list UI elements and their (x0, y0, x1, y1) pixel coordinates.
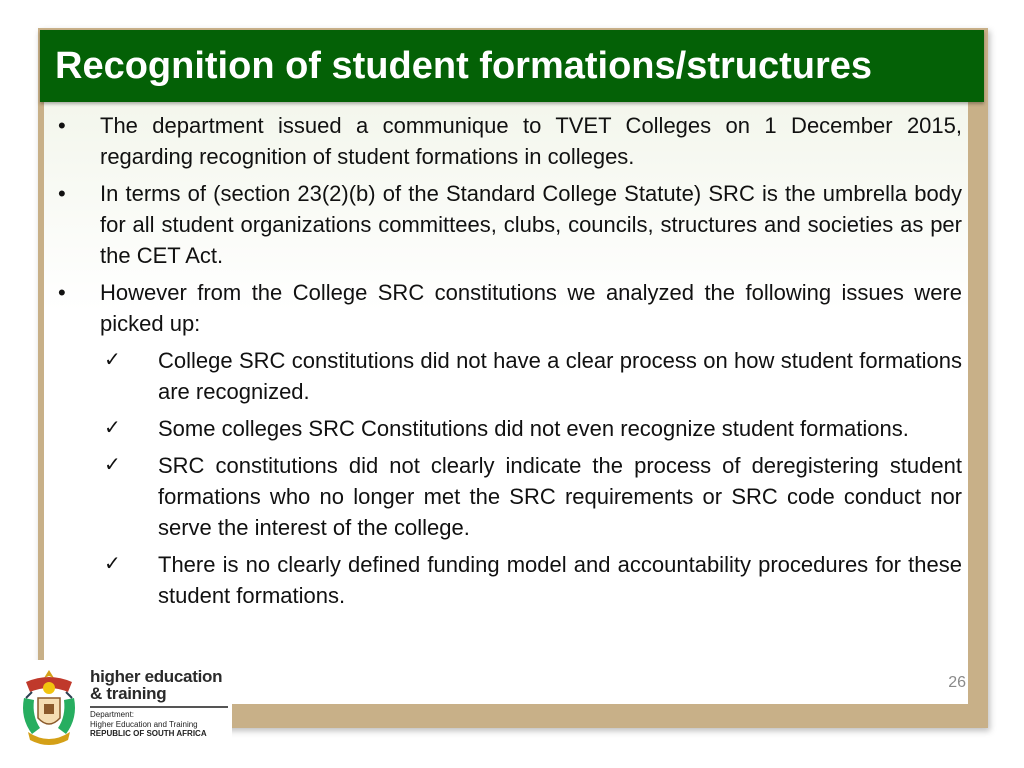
check-item (52, 549, 962, 611)
bullet-icon: • (58, 181, 66, 206)
bullet-text: The department issued a communique to TVET Colleges on 1 December 2015, regarding recognition of student formations in colleges. (100, 113, 962, 169)
checkmark-icon: ✓ (104, 349, 121, 371)
logo-text-line1: higher education (90, 667, 223, 686)
checkmark-icon: ✓ (104, 417, 121, 439)
department-label: Department: (90, 710, 135, 719)
check-text: College SRC constitutions did not have a clear process on how student formations are recognized. (158, 348, 962, 404)
bullet-text: In terms of (section 23(2)(b) of the Standard College Statute) SRC is the umbrella body for all student organizations committees, clubs, councils, structures and societies as per the CET Act. (100, 181, 962, 268)
checkmark-icon: ✓ (104, 553, 121, 575)
check-item (52, 450, 962, 543)
title-bar (40, 30, 984, 102)
check-text: Some colleges SRC Constitutions did not even recognize student formations. (158, 416, 909, 441)
bullet-item (52, 178, 962, 271)
country-name: REPUBLIC OF SOUTH AFRICA (90, 729, 207, 738)
check-text: There is no clearly defined funding model and accountability procedures for these student formations. (158, 552, 962, 608)
department-logo (90, 668, 230, 739)
logo-text-line2: & training (90, 684, 167, 703)
check-text: SRC constitutions did not clearly indicate the process of deregistering student formations who no longer met the SRC requirements or SRC code conduct nor serve the interest of the college. (158, 453, 962, 540)
checkmark-icon: ✓ (104, 454, 121, 476)
check-item (52, 345, 962, 407)
department-name: Higher Education and Training (90, 719, 198, 729)
coat-of-arms-icon (18, 668, 80, 748)
bullet-icon: • (58, 113, 66, 138)
slide-content (52, 110, 962, 617)
page-number: 26 (948, 674, 966, 691)
slide-title: Recognition of student formations/structures (55, 45, 873, 87)
bullet-item (52, 277, 962, 339)
check-item (52, 413, 962, 444)
bullet-text: However from the College SRC constitutions we analyzed the following issues were picked up: (100, 280, 962, 336)
bullet-item (52, 110, 962, 172)
bullet-icon: • (58, 280, 66, 305)
logo-divider (90, 706, 228, 708)
